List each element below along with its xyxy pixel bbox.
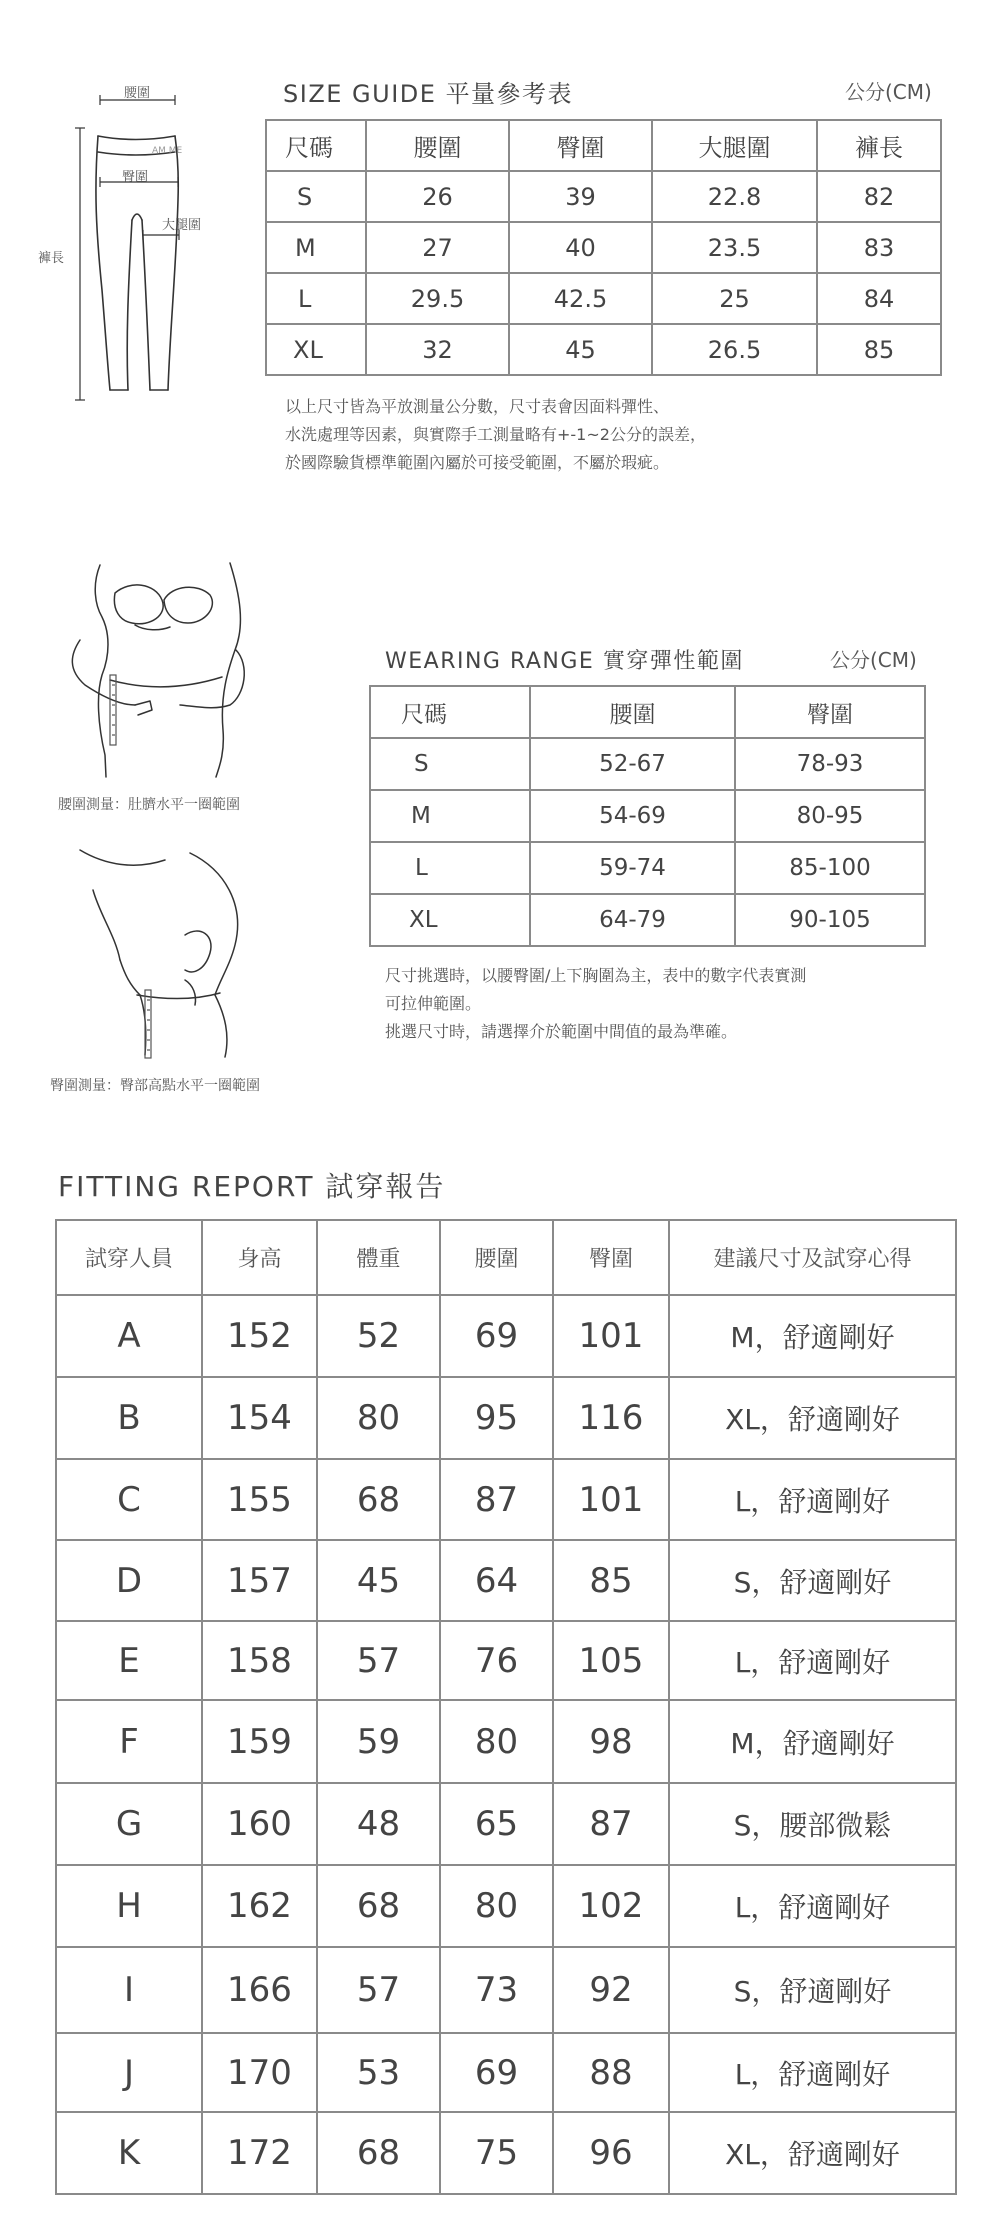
hip-cell: 96: [553, 2112, 669, 2194]
waist-cell: 76: [440, 1621, 553, 1700]
advice-cell: L，舒適剛好: [669, 1459, 956, 1540]
hip-cell: 88: [553, 2033, 669, 2112]
weight-cell: 68: [317, 2112, 440, 2194]
table-row: [266, 324, 941, 375]
height-cell: 160: [202, 1783, 317, 1865]
size-cell: M: [266, 222, 366, 273]
table-cell: 25: [652, 273, 817, 324]
waist-cell: 69: [440, 1295, 553, 1377]
table-cell: 23.5: [652, 222, 817, 273]
tester-cell: D: [56, 1540, 202, 1621]
hip-cell: 105: [553, 1621, 669, 1700]
size-cell: M: [370, 790, 530, 842]
header-cell: 臀圍: [735, 686, 925, 738]
header-cell: 建議尺寸及試穿心得: [669, 1220, 956, 1295]
hip-cell: 98: [553, 1700, 669, 1783]
size-guide-table: [265, 119, 942, 376]
hip-cell: 85: [553, 1540, 669, 1621]
waist-cell: 73: [440, 1947, 553, 2033]
weight-cell: 68: [317, 1459, 440, 1540]
height-cell: 159: [202, 1700, 317, 1783]
fitting-report-title: FITTING REPORT 試穿報告: [58, 1170, 446, 1203]
table-cell: 26.5: [652, 324, 817, 375]
weight-cell: 45: [317, 1540, 440, 1621]
header-cell: 腰圍: [440, 1220, 553, 1295]
tester-cell: B: [56, 1377, 202, 1459]
height-cell: 155: [202, 1459, 317, 1540]
table-cell: 42.5: [509, 273, 652, 324]
table-cell: 26: [366, 171, 509, 222]
waist-measure-caption: 腰圍測量：肚臍水平一圈範圍: [58, 797, 240, 813]
advice-cell: L，舒適剛好: [669, 1621, 956, 1700]
table-cell: 22.8: [652, 171, 817, 222]
header-cell: 腰圍: [366, 120, 509, 171]
table-cell: 40: [509, 222, 652, 273]
advice-cell: L，舒適剛好: [669, 2033, 956, 2112]
size-cell: L: [370, 842, 530, 894]
size-guide-note: [285, 393, 885, 477]
header-cell: 尺碼: [370, 686, 530, 738]
table-cell: 85-100: [735, 842, 925, 894]
table-cell: 84: [817, 273, 941, 324]
table-cell: 27: [366, 222, 509, 273]
table-cell: 29.5: [366, 273, 509, 324]
weight-cell: 48: [317, 1783, 440, 1865]
table-row: [56, 1295, 956, 1377]
advice-cell: S，腰部微鬆: [669, 1783, 956, 1865]
waist-cell: 87: [440, 1459, 553, 1540]
size-guide-title: SIZE GUIDE 平量參考表: [283, 80, 574, 108]
hip-measure-caption: 臀圍測量：臀部高點水平一圈範圍: [50, 1078, 260, 1094]
tester-cell: I: [56, 1947, 202, 2033]
header-cell: 尺碼: [266, 120, 366, 171]
tester-cell: G: [56, 1783, 202, 1865]
table-row: [56, 1865, 956, 1947]
table-row: [56, 2033, 956, 2112]
waist-measure-figure: [40, 555, 260, 780]
table-header-row: [370, 686, 925, 738]
table-row: [266, 222, 941, 273]
table-row: [370, 894, 925, 946]
height-cell: 152: [202, 1295, 317, 1377]
diagram-hip-label: 臀圍: [122, 170, 149, 185]
tester-cell: F: [56, 1700, 202, 1783]
table-row: [56, 1783, 956, 1865]
table-cell: 85: [817, 324, 941, 375]
wearing-range-title: WEARING RANGE 實穿彈性範圍: [385, 649, 744, 674]
table-header-row: [56, 1220, 956, 1295]
table-cell: 78-93: [735, 738, 925, 790]
torso-hip-icon: [75, 845, 295, 1060]
note-line: 挑選尺寸時，請選擇介於範圍中間值的最為準確。: [385, 1022, 738, 1041]
advice-cell: XL，舒適剛好: [669, 1377, 956, 1459]
advice-cell: M，舒適剛好: [669, 1700, 956, 1783]
diagram-brand-label: AM ME: [152, 146, 183, 156]
weight-cell: 52: [317, 1295, 440, 1377]
table-cell: 54-69: [530, 790, 735, 842]
diagram-length-label: 褲長: [38, 251, 65, 266]
tester-cell: J: [56, 2033, 202, 2112]
height-cell: 166: [202, 1947, 317, 2033]
header-cell: 體重: [317, 1220, 440, 1295]
height-cell: 154: [202, 1377, 317, 1459]
weight-cell: 68: [317, 1865, 440, 1947]
table-row: [56, 1621, 956, 1700]
note-line: 以上尺寸皆為平放測量公分數，尺寸表會因面料彈性、: [285, 397, 670, 416]
table-row: [266, 171, 941, 222]
hip-cell: 87: [553, 1783, 669, 1865]
table-cell: 45: [509, 324, 652, 375]
header-cell: 褲長: [817, 120, 941, 171]
table-cell: 82: [817, 171, 941, 222]
wearing-range-unit: 公分(CM): [830, 648, 917, 672]
size-guide-unit: 公分(CM): [845, 80, 932, 104]
torso-waist-icon: [40, 555, 260, 780]
table-row: [56, 1540, 956, 1621]
hip-cell: 101: [553, 1295, 669, 1377]
header-cell: 臀圍: [553, 1220, 669, 1295]
note-line: 可拉伸範圍。: [385, 994, 482, 1013]
table-cell: 64-79: [530, 894, 735, 946]
size-cell: S: [266, 171, 366, 222]
height-cell: 158: [202, 1621, 317, 1700]
tester-cell: C: [56, 1459, 202, 1540]
table-row: [370, 790, 925, 842]
height-cell: 172: [202, 2112, 317, 2194]
weight-cell: 53: [317, 2033, 440, 2112]
header-cell: 大腿圍: [652, 120, 817, 171]
table-row: [266, 273, 941, 324]
table-cell: 32: [366, 324, 509, 375]
weight-cell: 57: [317, 1947, 440, 2033]
hip-cell: 101: [553, 1459, 669, 1540]
size-cell: S: [370, 738, 530, 790]
header-cell: 試穿人員: [56, 1220, 202, 1295]
weight-cell: 80: [317, 1377, 440, 1459]
waist-cell: 80: [440, 1865, 553, 1947]
table-row: [370, 842, 925, 894]
note-line: 尺寸挑選時，以腰臀圍/上下胸圍為主，表中的數字代表實測: [385, 966, 807, 985]
header-cell: 臀圍: [509, 120, 652, 171]
hip-cell: 116: [553, 1377, 669, 1459]
size-cell: XL: [370, 894, 530, 946]
pants-diagram: [0, 70, 240, 410]
height-cell: 170: [202, 2033, 317, 2112]
table-header-row: [266, 120, 941, 171]
waist-cell: 65: [440, 1783, 553, 1865]
height-cell: 157: [202, 1540, 317, 1621]
waist-cell: 95: [440, 1377, 553, 1459]
table-row: [56, 1377, 956, 1459]
waist-cell: 64: [440, 1540, 553, 1621]
table-cell: 52-67: [530, 738, 735, 790]
table-row: [56, 1700, 956, 1783]
weight-cell: 59: [317, 1700, 440, 1783]
advice-cell: L，舒適剛好: [669, 1865, 956, 1947]
advice-cell: XL，舒適剛好: [669, 2112, 956, 2194]
table-row: [56, 1459, 956, 1540]
table-row: [56, 2112, 956, 2194]
advice-cell: M，舒適剛好: [669, 1295, 956, 1377]
waist-cell: 69: [440, 2033, 553, 2112]
table-cell: 90-105: [735, 894, 925, 946]
note-line: 水洗處理等因素，與實際手工測量略有+-1~2公分的誤差，: [285, 425, 706, 444]
tester-cell: H: [56, 1865, 202, 1947]
advice-cell: S，舒適剛好: [669, 1540, 956, 1621]
wearing-range-note: [385, 962, 806, 1046]
waist-cell: 80: [440, 1700, 553, 1783]
table-cell: 39: [509, 171, 652, 222]
hip-cell: 92: [553, 1947, 669, 2033]
height-cell: 162: [202, 1865, 317, 1947]
tester-cell: E: [56, 1621, 202, 1700]
advice-cell: S，舒適剛好: [669, 1947, 956, 2033]
diagram-waist-label: 腰圍: [124, 86, 151, 101]
fitting-report-table: [55, 1219, 957, 2195]
wearing-range-table: [369, 685, 926, 947]
table-row: [56, 1947, 956, 2033]
waist-cell: 75: [440, 2112, 553, 2194]
note-line: 於國際驗貨標準範圍內屬於可接受範圍，不屬於瑕疵。: [285, 453, 670, 472]
diagram-thigh-label: 大腿圍: [162, 218, 202, 233]
table-cell: 59-74: [530, 842, 735, 894]
header-cell: 腰圍: [530, 686, 735, 738]
weight-cell: 57: [317, 1621, 440, 1700]
table-cell: 83: [817, 222, 941, 273]
table-row: [370, 738, 925, 790]
tester-cell: K: [56, 2112, 202, 2194]
size-cell: XL: [266, 324, 366, 375]
pants-outline-icon: [0, 70, 240, 410]
size-cell: L: [266, 273, 366, 324]
table-cell: 80-95: [735, 790, 925, 842]
hip-measure-figure: [75, 845, 295, 1060]
tester-cell: A: [56, 1295, 202, 1377]
header-cell: 身高: [202, 1220, 317, 1295]
hip-cell: 102: [553, 1865, 669, 1947]
